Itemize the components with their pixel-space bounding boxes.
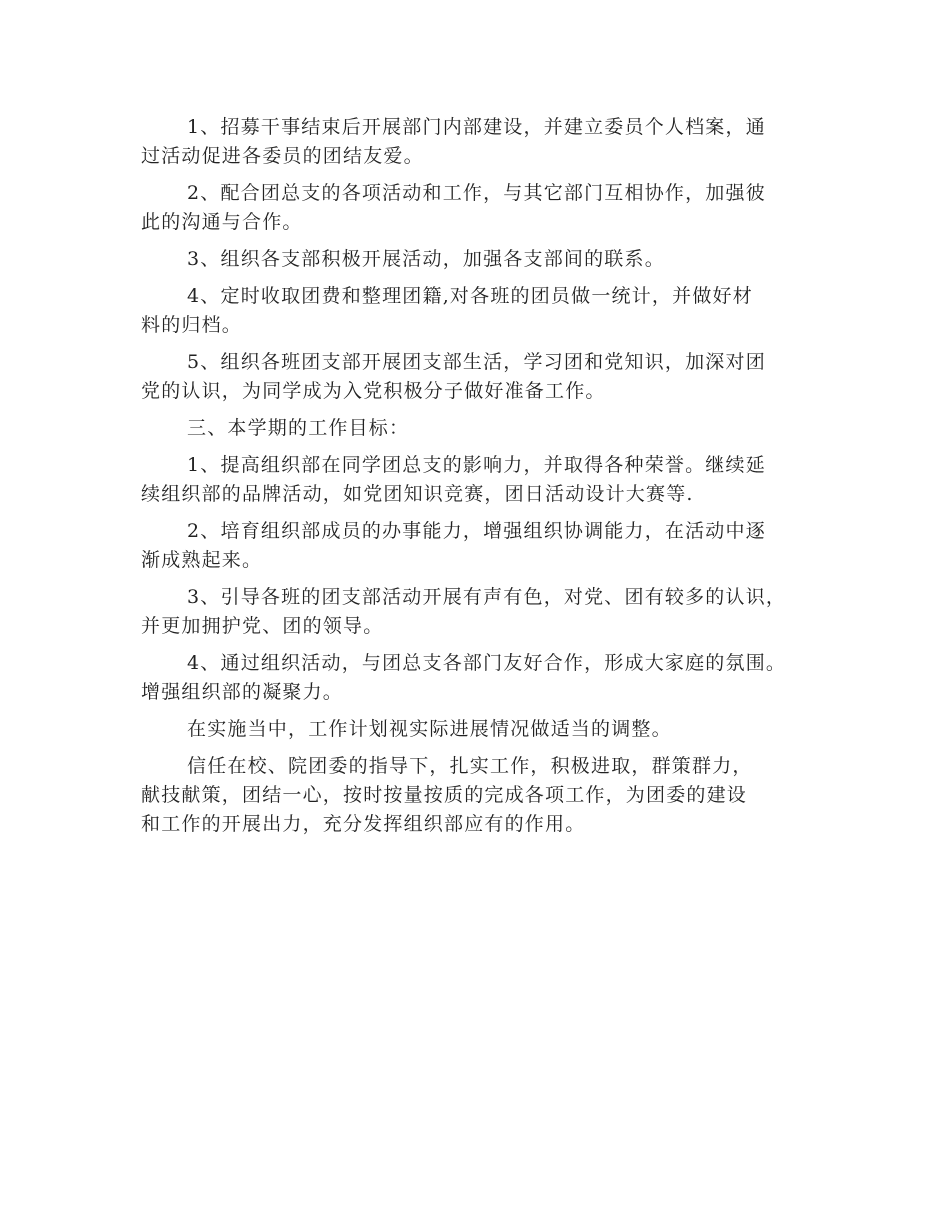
text-line: 渐成熟起来。 [141, 549, 263, 571]
paragraph-2 [141, 179, 821, 237]
text-line: 三、本学期的工作目标： [187, 417, 410, 439]
text-line: 1、提高组织部在同学团总支的影响力，并取得各种荣誉。继续延 [187, 454, 766, 476]
paragraph-goal-3 [141, 583, 821, 641]
text-line: 过活动促进各委员的团结友爱。 [141, 145, 424, 167]
text-line: 3、引导各班的团支部活动开展有声有色，对党、团有较多的认识， [187, 586, 787, 608]
paragraph-adjustment [141, 715, 821, 744]
text-line: 献技献策，团结一心，按时按量按质的完成各项工作，为团委的建设 [141, 784, 748, 806]
text-line: 并更加拥护党、团的领导。 [141, 615, 384, 637]
paragraph-goal-2 [141, 517, 821, 575]
paragraph-goal-4 [141, 649, 821, 707]
text-line: 在实施当中，工作计划视实际进展情况做适当的调整。 [187, 718, 672, 740]
paragraph-1 [141, 113, 821, 171]
text-line: 党的认识，为同学成为入党积极分子做好准备工作。 [141, 380, 606, 402]
text-line: 此的沟通与合作。 [141, 211, 303, 233]
text-line: 增强组织部的凝聚力。 [141, 681, 344, 703]
text-line: 料的归档。 [141, 314, 243, 336]
text-line: 和工作的开展出力，充分发挥组织部应有的作用。 [141, 813, 586, 835]
text-line: 5、组织各班团支部开展团支部生活，学习团和党知识，加深对团 [187, 351, 766, 373]
paragraph-5 [141, 348, 821, 406]
text-line: 2、培育组织部成员的办事能力，增强组织协调能力，在活动中逐 [187, 520, 766, 542]
paragraph-closing [141, 752, 821, 839]
text-line: 4、定时收取团费和整理团籍,对各班的团员做一统计，并做好材 [187, 285, 753, 307]
section-heading-goals [141, 414, 821, 443]
text-line: 1、招募干事结束后开展部门内部建设，并建立委员个人档案，通 [187, 116, 766, 138]
paragraph-goal-1 [141, 451, 821, 509]
text-line: 4、通过组织活动，与团总支各部门友好合作，形成大家庭的氛围。 [187, 652, 787, 674]
text-line: 续组织部的品牌活动，如党团知识竞赛，团日活动设计大赛等. [141, 483, 694, 505]
paragraph-3 [141, 245, 821, 274]
paragraph-4 [141, 282, 821, 340]
document-body [141, 113, 821, 847]
text-line: 2、配合团总支的各项活动和工作，与其它部门互相协作，加强彼 [187, 182, 766, 204]
text-line: 3、组织各支部积极开展活动，加强各支部间的联系。 [187, 248, 665, 270]
text-line: 信任在校、院团委的指导下，扎实工作，积极进取，群策群力， [187, 755, 753, 777]
